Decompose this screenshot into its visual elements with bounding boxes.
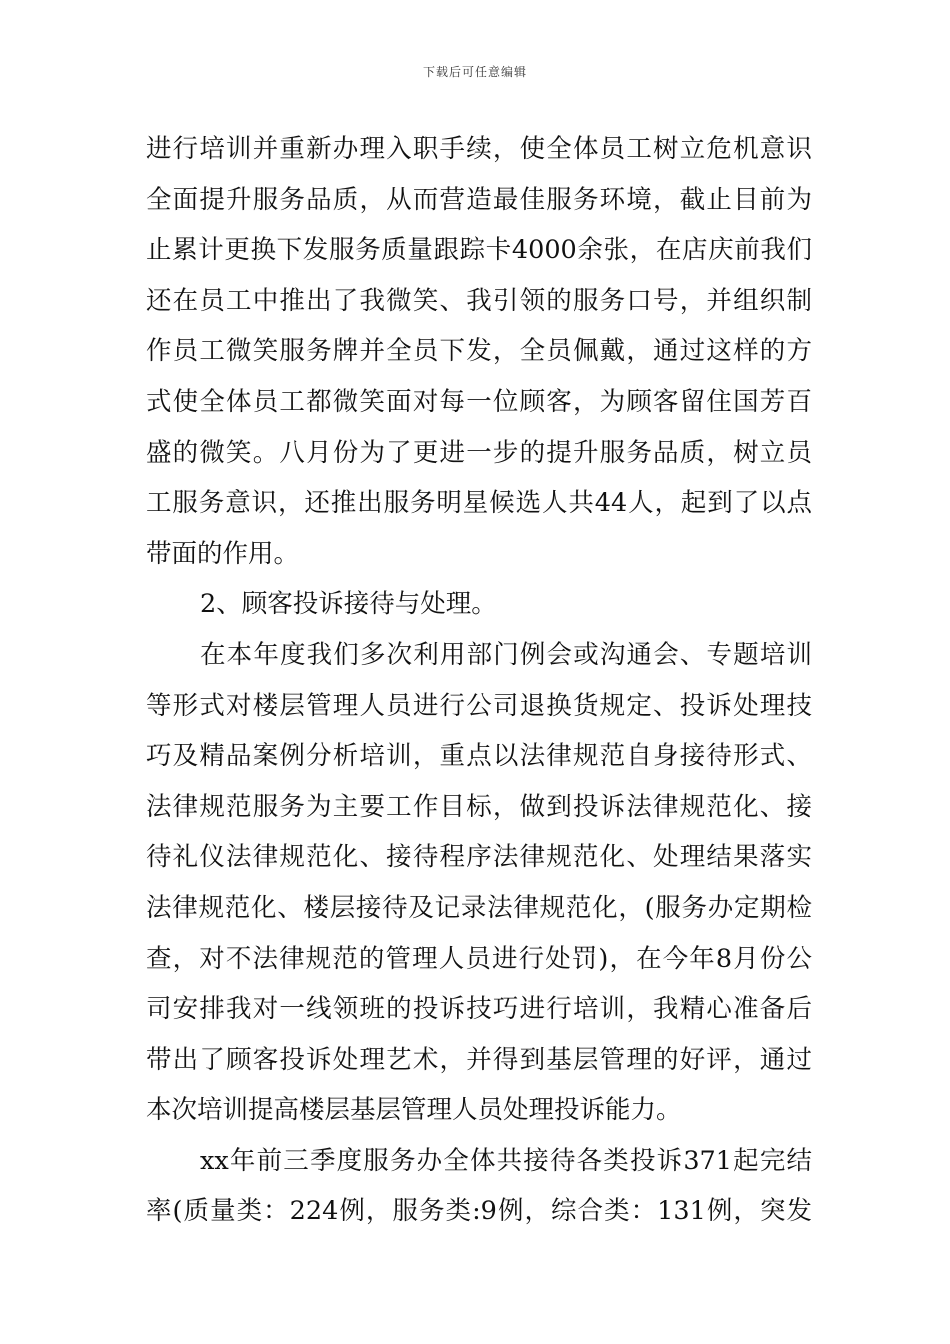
paragraph-line: 等形式对楼层管理人员进行公司退换货规定、投诉处理技 bbox=[146, 690, 812, 721]
paragraph-line: 作员工微笑服务牌并全员下发，全员佩戴，通过这样的方 bbox=[146, 336, 812, 367]
paragraph-line: 带面的作用。 bbox=[146, 538, 300, 569]
paragraph-line: 工服务意识，还推出服务明星候选人共44人，起到了以点 bbox=[146, 488, 812, 519]
paragraph-line: 巧及精品案例分析培训，重点以法律规范自身接待形式、 bbox=[146, 741, 812, 772]
paragraph-line: 在本年度我们多次利用部门例会或沟通会、专题培训 bbox=[200, 639, 812, 670]
paragraph-line: 司安排我对一线领班的投诉技巧进行培训，我精心准备后 bbox=[146, 994, 812, 1025]
paragraph-line: 法律规范服务为主要工作目标，做到投诉法律规范化、接 bbox=[146, 791, 812, 822]
paragraph-line: 止累计更换下发服务质量跟踪卡4000余张，在店庆前我们 bbox=[146, 235, 812, 266]
section-heading: 2、顾客投诉接待与处理。 bbox=[200, 589, 497, 620]
paragraph-line: 法律规范化、楼层接待及记录法律规范化，(服务办定期检 bbox=[146, 892, 812, 923]
paragraph-line: 式使全体员工都微笑面对每一位顾客，为顾客留住国芳百 bbox=[146, 386, 812, 417]
paragraph-line: xx年前三季度服务办全体共接待各类投诉371起完结 bbox=[200, 1145, 812, 1176]
document-body bbox=[146, 124, 812, 1237]
paragraph-line: 还在员工中推出了我微笑、我引领的服务口号，并组织制 bbox=[146, 285, 812, 316]
paragraph-line: 全面提升服务品质，从而营造最佳服务环境，截止目前为 bbox=[146, 184, 812, 215]
paragraph-line: 待礼仪法律规范化、接待程序法律规范化、处理结果落实 bbox=[146, 842, 812, 873]
header-note: 下载后可任意编辑 bbox=[422, 65, 527, 79]
paragraph-line: 查，对不法律规范的管理人员进行处罚)，在今年8月份公 bbox=[146, 943, 812, 974]
paragraph-line: 本次培训提高楼层基层管理人员处理投诉能力。 bbox=[146, 1095, 682, 1126]
paragraph-line: 率(质量类：224例，服务类:9例，综合类：131例，突发 bbox=[146, 1196, 812, 1227]
paragraph-line: 带出了顾客投诉处理艺术，并得到基层管理的好评，通过 bbox=[146, 1044, 812, 1075]
paragraph-line: 盛的微笑。八月份为了更进一步的提升服务品质，树立员 bbox=[146, 437, 812, 468]
paragraph-line: 进行培训并重新办理入职手续，使全体员工树立危机意识 bbox=[146, 134, 812, 164]
